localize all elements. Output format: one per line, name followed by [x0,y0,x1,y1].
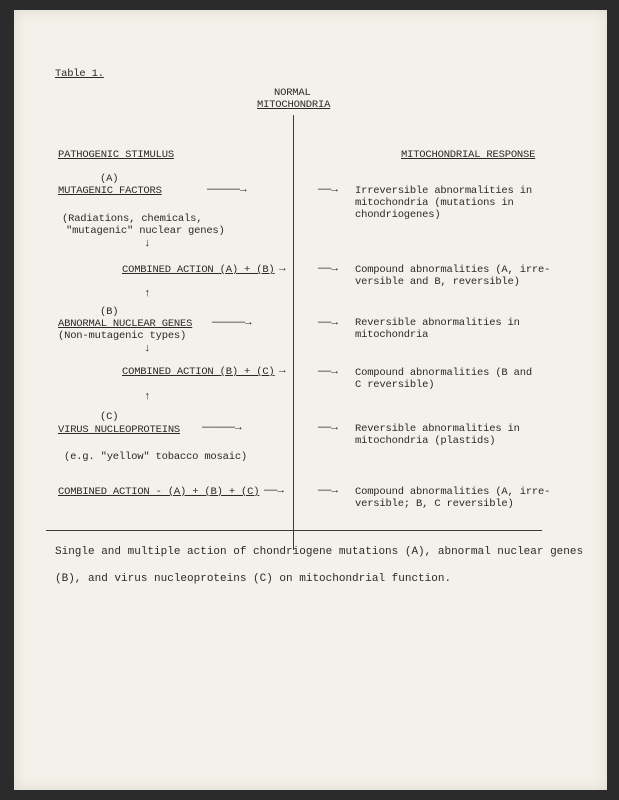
stimulus-a-detail1: (Radiations, chemicals, [62,213,203,225]
arrow-right-abc: ——→ [264,485,284,497]
response-4-line1: Compound abnormalities (B and [355,367,532,379]
stimulus-a-title: MUTAGENIC FACTORS [58,185,162,197]
response-4-line2: C reversible) [355,379,435,391]
arrow-up-c: ↑ [144,391,151,403]
stimulus-c-detail1: (e.g. "yellow" tobacco mosaic) [64,451,248,463]
response-arrow-5: ——→ [318,422,338,434]
stimulus-b-letter: (B) [100,306,119,318]
response-6-line2: versible; B, C reversible) [355,498,514,510]
arrow-right-b: —————→ [212,317,252,329]
center-header-line1: NORMAL [274,87,311,99]
stimulus-b-title: ABNORMAL NUCLEAR GENES [58,318,193,330]
response-arrow-3: ——→ [318,317,338,329]
response-1-line3: chondriogenes) [355,209,441,221]
arrow-down-b: ↓ [144,343,151,355]
arrow-up-b: ↑ [144,288,151,300]
response-3-line2: mitochondria [355,329,429,341]
combined-action-bc: COMBINED ACTION (B) + (C) [122,366,275,378]
arrow-right-ab: → [279,263,286,275]
response-2-line1: Compound abnormalities (A, irre- [355,264,551,276]
response-6-line1: Compound abnormalities (A, irre- [355,486,551,498]
combined-action-abc: COMBINED ACTION - (A) + (B) + (C) [58,486,260,498]
stimulus-a-letter: (A) [100,173,119,185]
arrow-right-bc: → [279,365,286,377]
response-arrow-4: ——→ [318,366,338,378]
arrow-down-a: ↓ [144,238,151,250]
response-5-line2: mitochondria (plastids) [355,435,496,447]
combined-action-ab: COMBINED ACTION (A) + (B) [122,264,275,276]
response-1-line2: mitochondria (mutations in [355,197,514,209]
stimulus-b-detail1: (Non-mutagenic types) [58,330,187,342]
response-arrow-6: ——→ [318,485,338,497]
right-header: MITOCHONDRIAL RESPONSE [401,149,536,161]
response-arrow-2: ——→ [318,263,338,275]
response-3-line1: Reversible abnormalities in [355,317,520,329]
document-page [14,10,607,790]
center-divider-line [293,115,294,550]
left-header: PATHOGENIC STIMULUS [58,149,174,161]
response-arrow-1: ——→ [318,184,338,196]
caption-line2: (B), and virus nucleoproteins (C) on mitochondrial function. [55,573,452,585]
horizontal-rule [46,530,542,531]
arrow-right-a: —————→ [207,184,247,196]
response-1-line1: Irreversible abnormalities in [355,185,532,197]
caption-line1: Single and multiple action of chondriogene mutations (A), abnormal nuclear genes [55,546,584,558]
table-label: Table 1. [55,68,104,80]
center-header-line2: MITOCHONDRIA [257,99,331,111]
stimulus-c-letter: (C) [100,411,119,423]
stimulus-c-title: VIRUS NUCLEOPROTEINS [58,424,181,436]
stimulus-a-detail2: "mutagenic" nuclear genes) [66,225,225,237]
response-5-line1: Reversible abnormalities in [355,423,520,435]
arrow-right-c: —————→ [202,422,242,434]
response-2-line2: versible and B, reversible) [355,276,520,288]
